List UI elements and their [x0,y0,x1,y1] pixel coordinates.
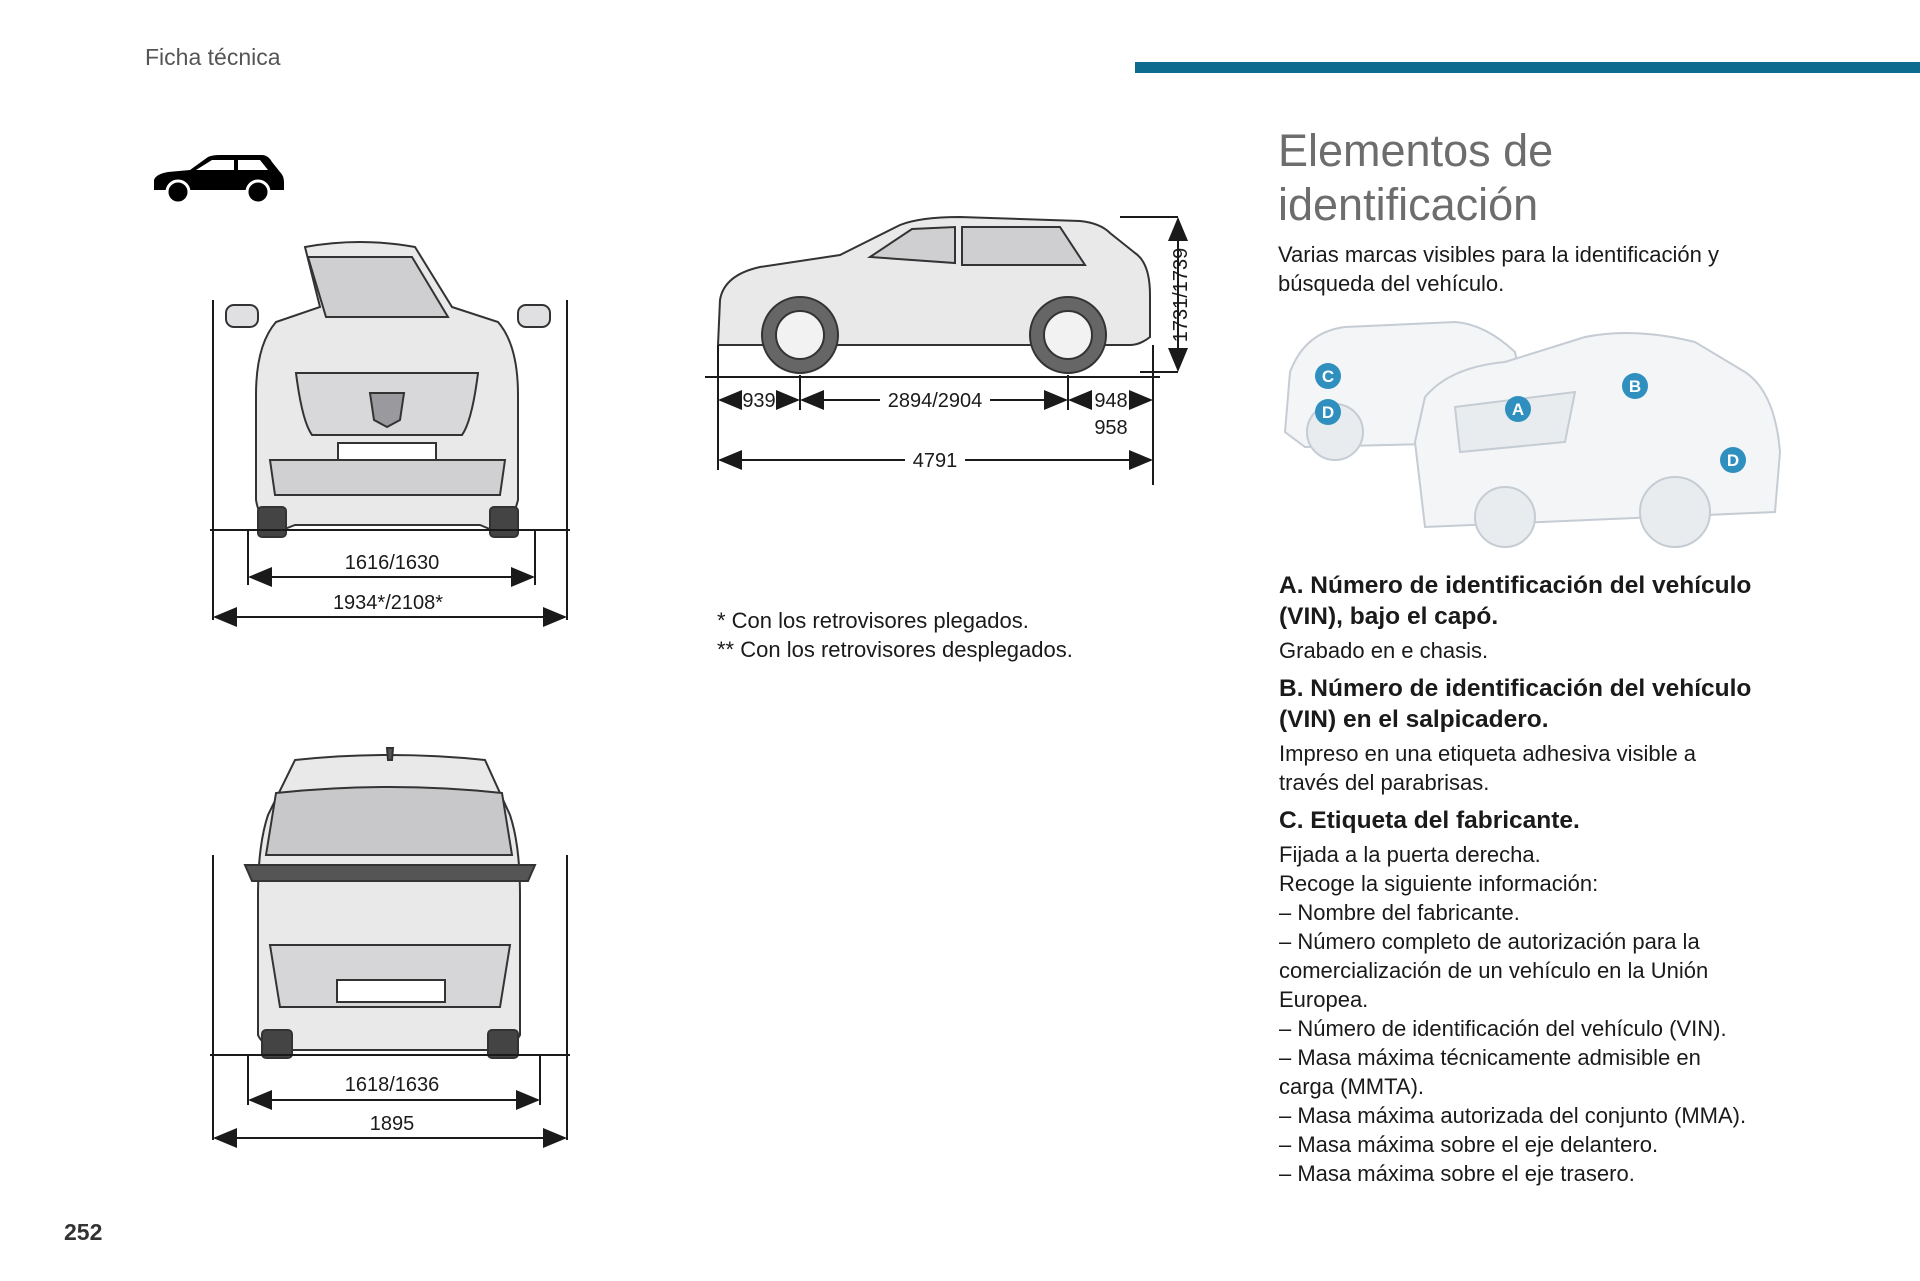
title-line-1: Elementos de [1278,125,1554,176]
item-c-line: Fijada a la puerta derecha. [1279,842,1541,867]
marker-b [1622,373,1648,399]
svg-text:A: A [1511,400,1525,419]
item-c-line: Recoge la siguiente información: [1279,871,1599,896]
rear-car-outline [245,748,535,1058]
item-c-line: carga (MMTA). [1279,1074,1425,1099]
front-width-label: 1934*/2108* [332,592,444,614]
rear-width-label: 1895 [369,1113,415,1135]
item-c-line: – Masa máxima sobre el eje trasero. [1279,1161,1635,1186]
rear-track-label: 1618/1636 [344,1074,440,1096]
side-view-diagram [700,205,1210,490]
item-a [1279,570,1839,665]
footnote-folded-mirrors: * Con los retrovisores plegados. [717,608,1029,633]
front-car-outline [226,242,550,537]
page-number: 252 [64,1219,103,1245]
svg-text:D: D [1726,451,1740,470]
marker-d-left [1315,399,1341,425]
suv-silhouette-icon [150,152,286,207]
front-view-diagram [200,225,595,635]
identification-figure [1275,312,1795,562]
item-b [1279,673,1839,797]
item-a-body: Grabado en e chasis. [1279,638,1489,663]
item-c-line: comercialización de un vehículo en la Unión [1279,958,1709,983]
svg-text:C: C [1321,367,1335,386]
rear-view-diagram [200,745,595,1150]
item-c-line: – Masa máxima autorizada del conjunto (MMA). [1279,1103,1747,1128]
item-c-line: – Masa máxima sobre el eje delantero. [1279,1132,1659,1157]
length-label: 4791 [912,450,958,472]
marker-c [1315,363,1341,389]
height-label: 1731/1739 [1170,247,1192,343]
wheelbase-label: 2894/2904 [887,390,983,412]
identification-items [1279,570,1839,1196]
rear-overhang-label-2: 958 [1094,417,1128,439]
front-overhang-label: 939 [742,390,776,412]
identification-header [1278,124,1838,298]
marker-d-right [1720,447,1746,473]
page-title [1278,124,1838,232]
item-b-body: Impreso en una etiqueta adhesiva visible a través del parabrisas. [1279,741,1697,795]
header-accent-bar [1135,62,1920,73]
item-c-line: – Masa máxima técnicamente admisible en [1279,1045,1701,1070]
svg-text:B: B [1628,377,1642,396]
section-label: Ficha técnica [145,44,281,70]
footnote-unfolded-mirrors: ** Con los retrovisores desplegados. [717,637,1073,662]
front-track-label: 1616/1630 [344,552,440,574]
intro-text: Varias marcas visibles para la identificación y búsqueda del vehículo. [1278,242,1719,296]
item-c-line: – Nombre del fabricante. [1279,900,1520,925]
side-car-outline [718,217,1150,373]
item-c [1279,805,1839,1188]
item-c-heading: C. Etiqueta del fabricante. [1279,807,1580,834]
rear-overhang-label-1: 948 [1094,390,1128,412]
identification-cars [1285,322,1780,547]
footnotes [717,606,1073,664]
item-b-heading: B. Número de identificación del vehículo (VIN) en el salpicadero. [1279,675,1752,733]
item-c-body [1279,840,1839,1188]
svg-text:D: D [1321,403,1335,422]
item-c-line: Europea. [1279,987,1369,1012]
item-c-line: – Número completo de autorización para la [1279,929,1700,954]
marker-a [1505,396,1531,422]
item-a-heading: A. Número de identificación del vehículo (VIN), bajo el capó. [1279,572,1752,630]
title-line-2: identificación [1278,179,1539,230]
item-c-line: – Número de identificación del vehículo (VIN). [1279,1016,1727,1041]
